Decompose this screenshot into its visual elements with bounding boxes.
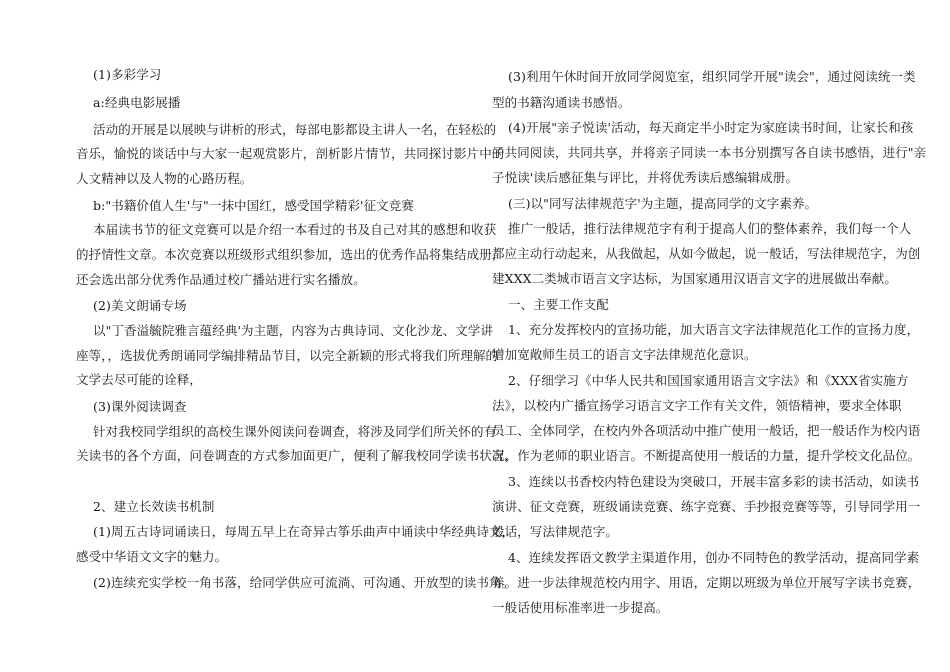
paragraph-line: 都应主动行动起来，从我做起，从如今做起，说一般话，写法律规范字，为创 (492, 246, 921, 261)
paragraph-line: 型的书籍沟通读书感悟。 (492, 95, 631, 110)
paragraph-line: 法》，以校内广播宣扬学习语言文字工作有关文件，领悟精神，要求全体职 (492, 398, 902, 413)
paragraph-line: 建XXX二类城市语言文字达标，为国家通用汉语言文字的进展做出奉献。 (492, 271, 897, 286)
paragraph-line: 音乐，愉悦的谈话中与大家一起观赏影片，剖析影片情节，共同探讨影片中的 (76, 146, 505, 161)
paragraph-line: 人文精神以及人物的心路历程。 (76, 171, 253, 186)
paragraph-line: (3)课外阅读调查 (93, 399, 187, 414)
paragraph-line: 子共同阅读，共同共享，并将亲子同读一本书分别撰写各自读书感悟，进行"亲 (492, 145, 927, 160)
paragraph-line: 还会选出部分优秀作品通过校广播站进行实名播放。 (76, 272, 366, 287)
paragraph-line: a:经典电影展播 (93, 95, 181, 110)
section-heading: 2、建立长效读书机制 (93, 499, 215, 514)
paragraph-line: (2)连续充实学校一角书落，给同学供应可流淌、可沟通、开放型的读书角。 (93, 575, 515, 590)
section-heading: (三)以"同写法律规范字'为主题，提高同学的文字素养。 (508, 196, 818, 211)
paragraph-line: 一般话使用标准率进一步提高。 (492, 600, 669, 615)
paragraph-line: 座等，，选拔优秀朗诵同学编排精品节目，以完全新颖的形式将我们所理解的 (76, 348, 499, 363)
paragraph-line: 员工、全体同学，在校内外各项活动中推广使用一般话，把一般话作为校内语 (492, 423, 921, 438)
paragraph-line: 2、仔细学习《中华人民共和国国家通用语言文字法》和《XXX省实施方 (508, 373, 909, 388)
paragraph-line: 子悦读'读后感征集与评比，并将优秀读后感编辑成册。 (492, 170, 798, 185)
paragraph-line: 演讲、征文竞赛，班级诵读竞赛、练字竞赛、手抄报竞赛等等，引导同学用一 (492, 499, 921, 514)
paragraph-line: 推广一般话，推行法律规范字有利于提高人们的整体素养，我们每一个人 (508, 221, 912, 236)
paragraph-line: 感受中华语文文字的魅力。 (76, 549, 228, 564)
paragraph-line: (3)利用午休时间开放同学阅览室，组织同学开展"读会"，通过阅读统一类 (508, 69, 916, 84)
paragraph-line: 活动的开展是以展映与讲析的形式，每部电影都设主讲人一名，在轻松的 (93, 122, 497, 137)
paragraph-line: b:"书籍价值人生'与"一抹中国红，感受国学精彩'征文竞赛 (93, 198, 414, 213)
paragraph-line: (1)周五古诗词诵读日，每周五早上在奇异古筝乐曲声中诵读中华经典诗文， (93, 524, 515, 539)
paragraph-line: 1、充分发挥校内的宣扬功能，加大语言文字法律规范化工作的宣扬力度， (508, 322, 920, 337)
paragraph-line: 的抒情性文章。本次竞赛以班级形式组织参加，选出的优秀作品将集结成册， (76, 247, 505, 262)
paragraph-line: 以"丁香溢毓院雅言蕴经典'为主题，内容为古典诗词、文化沙龙、文学讲 (93, 323, 493, 338)
paragraph-line: 4、连续发挥语文教学主渠道作用，创办不同特色的教学活动，提高同学素 (508, 550, 920, 565)
paragraph-line: 文学去尽可能的诠释， (76, 372, 203, 387)
paragraph-line: 3、连续以书香校内特色建设为突破口，开展丰富多彩的读书活动，如读书 (508, 474, 920, 489)
section-heading: 一、主要工作支配 (508, 297, 609, 312)
paragraph-line: (2)美文朗诵专场 (93, 298, 187, 313)
paragraph-line: 般话，写法律规范字。 (492, 524, 619, 539)
paragraph-line: 关读书的各个方面，问卷调查的方式参加面更广，便利了解我校同学读书状况。 (76, 448, 518, 463)
paragraph-line: (1)多彩学习 (93, 67, 162, 82)
paragraph-line: 养。进一步法律规范校内用字、用语，定期以班级为单位开展写字读书竞赛， (492, 575, 921, 590)
paragraph-line: 言，作为老师的职业语言。不断提高使用一般话的力量，提升学校文化品位。 (492, 448, 921, 463)
paragraph-line: 增加宽敞师生员工的语言文字法律规范化意识。 (492, 347, 757, 362)
paragraph-line: 本届读书节的征文竞赛可以是介绍一本看过的书及自己对其的感想和收获 (93, 222, 497, 237)
paragraph-line: (4)开展"亲子悦读'活动，每天商定半小时定为家庭读书时间，让家长和孩 (508, 120, 914, 135)
paragraph-line: 针对我校同学组织的高校生课外阅读问卷调查，将涉及同学们所关怀的有 (93, 424, 497, 439)
